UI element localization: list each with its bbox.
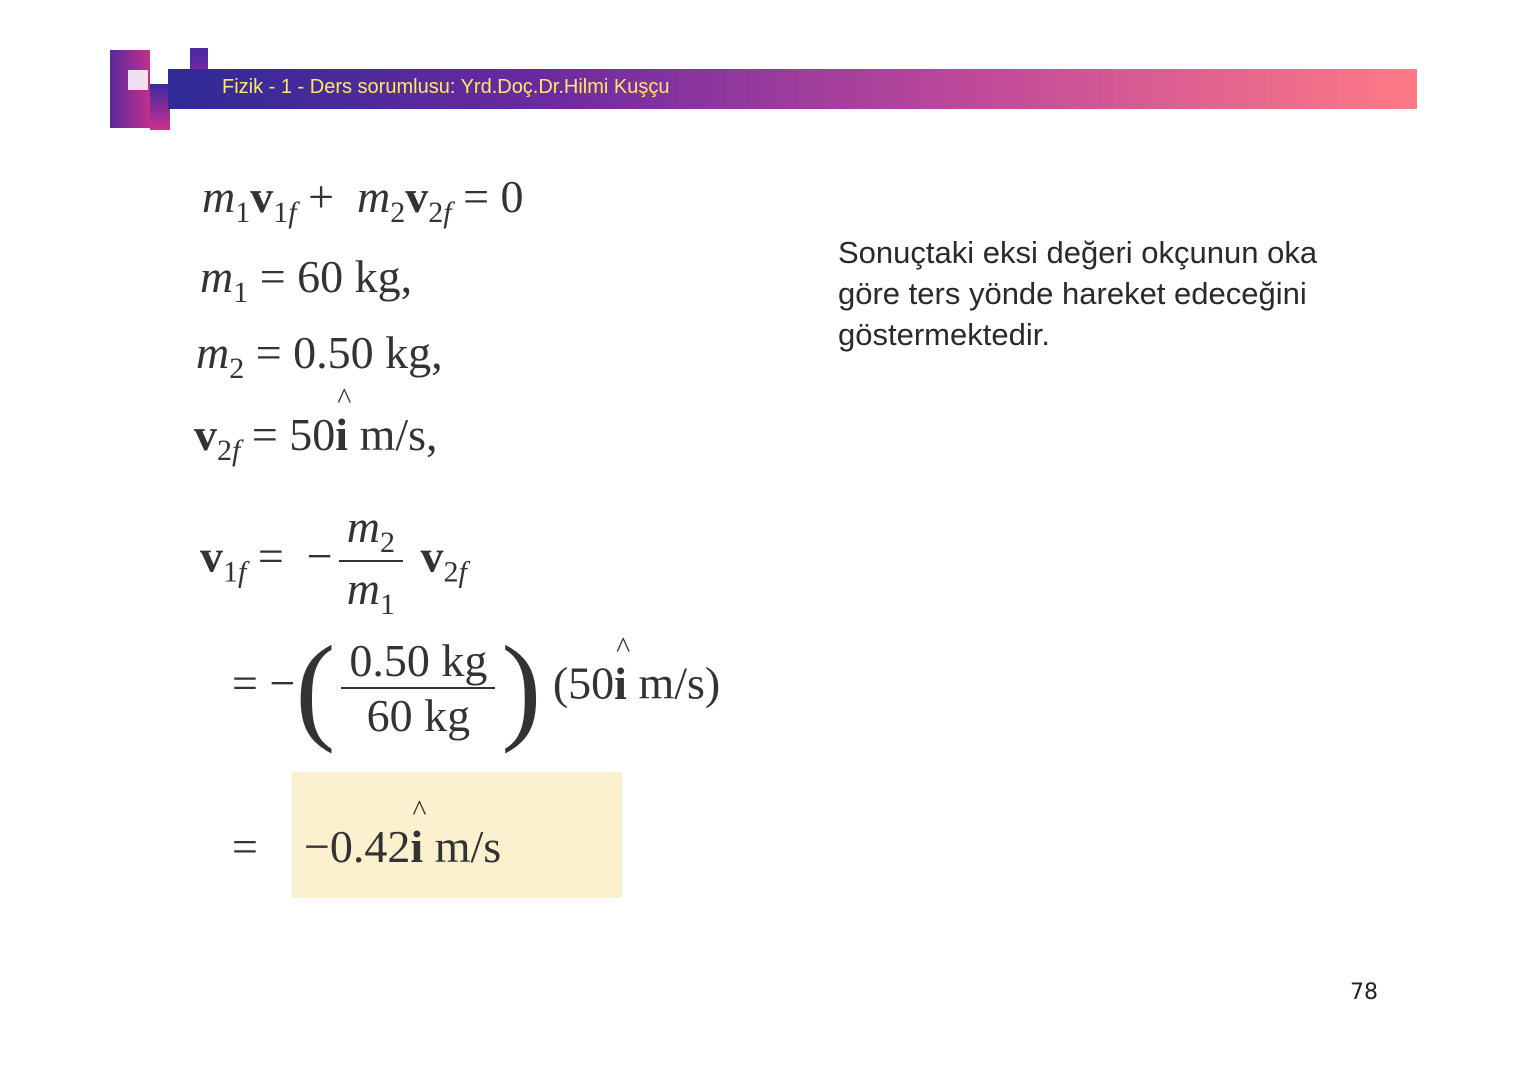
- equation-momentum: $m_1v_{1f} + m_2v_{2f} = 0$: [202, 171, 524, 229]
- header-title: Fizik - 1 - Ders sorumlusu: Yrd.Doç.Dr.Hilmi Kuşçu: [222, 76, 670, 98]
- equation-m2: $m_2 = 0.50$ kg,: [196, 327, 443, 385]
- equation-result: = −0.42^ i m/s: [232, 820, 501, 873]
- equation-v1f-formula: $v_{1f}$ = − $\frac{m_2}{m_1}$ $v_{2f}$: [200, 501, 467, 621]
- fraction-denominator: 60 kg: [366, 690, 471, 741]
- result-unit: m/s: [423, 821, 502, 872]
- fraction-numerator: 0.50 kg: [341, 634, 495, 689]
- velocity-value: (50: [552, 657, 615, 709]
- result-value: −0.42: [303, 821, 411, 872]
- page-number: 78: [1350, 980, 1378, 1005]
- velocity-unit: m/s): [626, 657, 721, 709]
- equation-m1: $m_1 = 60$ kg,: [200, 251, 413, 309]
- explanation-note: Sonuçtaki eksi değeri okçunun oka göre ters yönde hareket edeceğini göstermektedir.: [838, 235, 1318, 352]
- equation-substitution: = −( $\frac{0.50 kg}{60 kg}$ ) (50^ i m/s): [232, 628, 720, 748]
- equation-v2f: $v_{2f}$ = 50^ i m/s,: [194, 408, 438, 468]
